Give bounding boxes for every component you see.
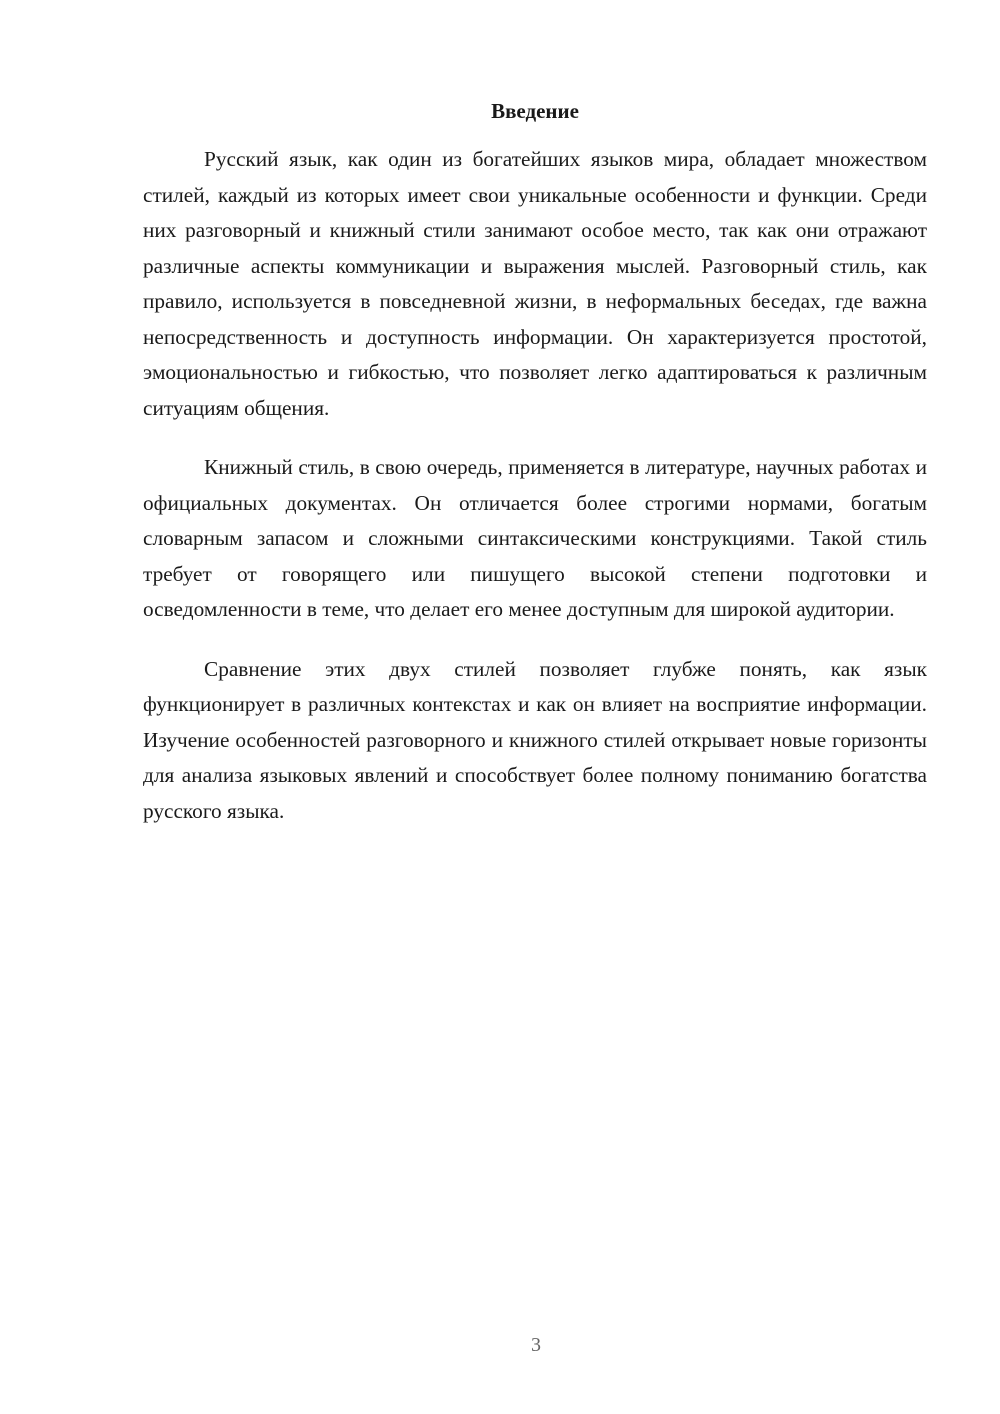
paragraph-1: Русский язык, как один из богатейших языков мира, обладает множеством стилей, каждый из которых имеет свои уникальные особенности и функции. Среди них разговорный и книжный стили занимают особое место, так как они отражают различные аспекты коммуникации и выражения мыслей. Разговорный стиль, как правило, используется в повседневной жизни, в неформальных беседах, где важна непосредственность и доступность информации. Он характеризуется простотой, эмоциональностью и гибкостью, что позволяет легко адаптироваться к различным ситуациям общения.	[143, 147, 927, 420]
page-number: 3	[531, 1334, 541, 1356]
paragraph-3: Сравнение этих двух стилей позволяет глубже понять, как язык функционирует в различных контекстах и как он влияет на восприятие информации. Изучение особенностей разговорного и книжного стилей открывает новые горизонты для анализа языковых явлений и способствует более полному пониманию богатства русского языка.	[143, 656, 927, 823]
section-title: Введение	[491, 99, 579, 123]
page-content	[143, 96, 927, 853]
paragraph-2: Книжный стиль, в свою очередь, применяется в литературе, научных работах и официальных документах. Он отличается более строгими нормами, богатым словарным запасом и сложными синтаксическими конструкциями. Такой стиль требует от говорящего или пишущего высокой степени подготовки и осведомленности в теме, что делает его менее доступным для широкой аудитории.	[143, 455, 927, 621]
